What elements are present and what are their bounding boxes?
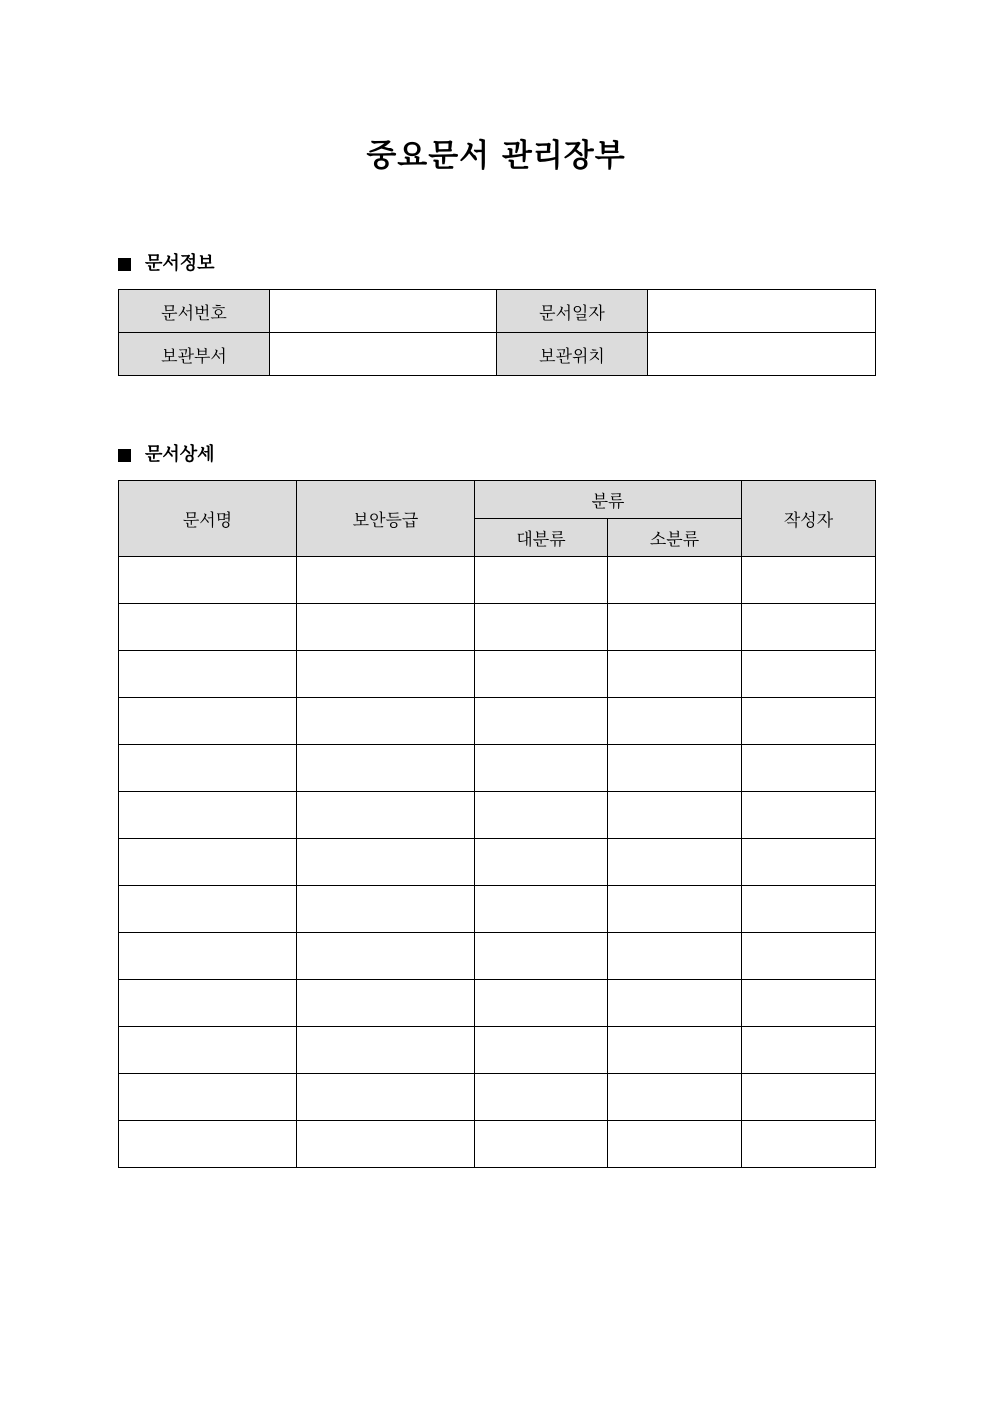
storage-location-field[interactable] xyxy=(648,333,876,376)
author-cell[interactable] xyxy=(742,651,876,698)
table-row xyxy=(119,1074,876,1121)
label-doc-date: 문서일자 xyxy=(497,290,648,333)
storage-dept-field[interactable] xyxy=(270,333,497,376)
doc-name-cell[interactable] xyxy=(119,604,297,651)
security-level-cell[interactable] xyxy=(297,745,475,792)
detail-section-title: 문서상세 xyxy=(145,444,215,465)
author-cell[interactable] xyxy=(742,698,876,745)
security-level-cell[interactable] xyxy=(297,1074,475,1121)
minor-category-cell[interactable] xyxy=(608,839,742,886)
major-category-cell[interactable] xyxy=(475,604,608,651)
security-level-cell[interactable] xyxy=(297,651,475,698)
minor-category-cell[interactable] xyxy=(608,1074,742,1121)
minor-category-cell[interactable] xyxy=(608,604,742,651)
minor-category-cell[interactable] xyxy=(608,886,742,933)
document-info-table xyxy=(118,289,876,376)
security-level-cell[interactable] xyxy=(297,980,475,1027)
major-category-cell[interactable] xyxy=(475,792,608,839)
header-author: 작성자 xyxy=(742,481,876,557)
table-row xyxy=(119,933,876,980)
doc-name-cell[interactable] xyxy=(119,1121,297,1168)
table-row xyxy=(119,839,876,886)
minor-category-cell[interactable] xyxy=(608,980,742,1027)
doc-name-cell[interactable] xyxy=(119,839,297,886)
doc-name-cell[interactable] xyxy=(119,792,297,839)
doc-number-field[interactable] xyxy=(270,290,497,333)
minor-category-cell[interactable] xyxy=(608,933,742,980)
doc-name-cell[interactable] xyxy=(119,557,297,604)
author-cell[interactable] xyxy=(742,1027,876,1074)
security-level-cell[interactable] xyxy=(297,698,475,745)
doc-name-cell[interactable] xyxy=(119,886,297,933)
author-cell[interactable] xyxy=(742,745,876,792)
table-row xyxy=(119,557,876,604)
major-category-cell[interactable] xyxy=(475,651,608,698)
major-category-cell[interactable] xyxy=(475,1074,608,1121)
table-row xyxy=(119,651,876,698)
major-category-cell[interactable] xyxy=(475,933,608,980)
major-category-cell[interactable] xyxy=(475,1121,608,1168)
doc-name-cell[interactable] xyxy=(119,980,297,1027)
detail-header-row xyxy=(119,481,876,519)
table-row xyxy=(119,980,876,1027)
doc-name-cell[interactable] xyxy=(119,933,297,980)
page-title: 중요문서 관리장부 xyxy=(366,138,626,174)
author-cell[interactable] xyxy=(742,886,876,933)
security-level-cell[interactable] xyxy=(297,839,475,886)
minor-category-cell[interactable] xyxy=(608,1027,742,1074)
minor-category-cell[interactable] xyxy=(608,698,742,745)
table-row xyxy=(119,792,876,839)
doc-name-cell[interactable] xyxy=(119,698,297,745)
header-minor-category: 소분류 xyxy=(608,519,742,557)
author-cell[interactable] xyxy=(742,1121,876,1168)
security-level-cell[interactable] xyxy=(297,886,475,933)
info-section-title: 문서정보 xyxy=(145,253,215,274)
minor-category-cell[interactable] xyxy=(608,557,742,604)
major-category-cell[interactable] xyxy=(475,980,608,1027)
security-level-cell[interactable] xyxy=(297,792,475,839)
info-row xyxy=(119,290,876,333)
table-row xyxy=(119,1027,876,1074)
author-cell[interactable] xyxy=(742,980,876,1027)
major-category-cell[interactable] xyxy=(475,839,608,886)
square-bullet-icon xyxy=(118,258,131,271)
table-row xyxy=(119,698,876,745)
author-cell[interactable] xyxy=(742,1074,876,1121)
minor-category-cell[interactable] xyxy=(608,651,742,698)
author-cell[interactable] xyxy=(742,839,876,886)
major-category-cell[interactable] xyxy=(475,1027,608,1074)
major-category-cell[interactable] xyxy=(475,745,608,792)
major-category-cell[interactable] xyxy=(475,698,608,745)
label-storage-location: 보관위치 xyxy=(497,333,648,376)
security-level-cell[interactable] xyxy=(297,557,475,604)
author-cell[interactable] xyxy=(742,557,876,604)
info-row xyxy=(119,333,876,376)
author-cell[interactable] xyxy=(742,792,876,839)
header-security-level: 보안등급 xyxy=(297,481,475,557)
doc-name-cell[interactable] xyxy=(119,745,297,792)
security-level-cell[interactable] xyxy=(297,604,475,651)
doc-name-cell[interactable] xyxy=(119,651,297,698)
table-row xyxy=(119,745,876,792)
info-section-heading xyxy=(118,252,215,276)
detail-section-heading xyxy=(118,443,215,467)
header-category: 분류 xyxy=(475,481,742,519)
author-cell[interactable] xyxy=(742,604,876,651)
table-row xyxy=(119,1121,876,1168)
doc-name-cell[interactable] xyxy=(119,1074,297,1121)
table-row xyxy=(119,604,876,651)
security-level-cell[interactable] xyxy=(297,933,475,980)
security-level-cell[interactable] xyxy=(297,1121,475,1168)
header-major-category: 대분류 xyxy=(475,519,608,557)
label-storage-dept: 보관부서 xyxy=(119,333,270,376)
header-doc-name: 문서명 xyxy=(119,481,297,557)
minor-category-cell[interactable] xyxy=(608,1121,742,1168)
author-cell[interactable] xyxy=(742,933,876,980)
major-category-cell[interactable] xyxy=(475,886,608,933)
label-doc-number: 문서번호 xyxy=(119,290,270,333)
major-category-cell[interactable] xyxy=(475,557,608,604)
doc-date-field[interactable] xyxy=(648,290,876,333)
document-detail-table xyxy=(118,480,876,1168)
doc-name-cell[interactable] xyxy=(119,1027,297,1074)
detail-table-body xyxy=(119,557,876,1168)
security-level-cell[interactable] xyxy=(297,1027,475,1074)
table-row xyxy=(119,886,876,933)
square-bullet-icon xyxy=(118,449,131,462)
minor-category-cell[interactable] xyxy=(608,745,742,792)
minor-category-cell[interactable] xyxy=(608,792,742,839)
